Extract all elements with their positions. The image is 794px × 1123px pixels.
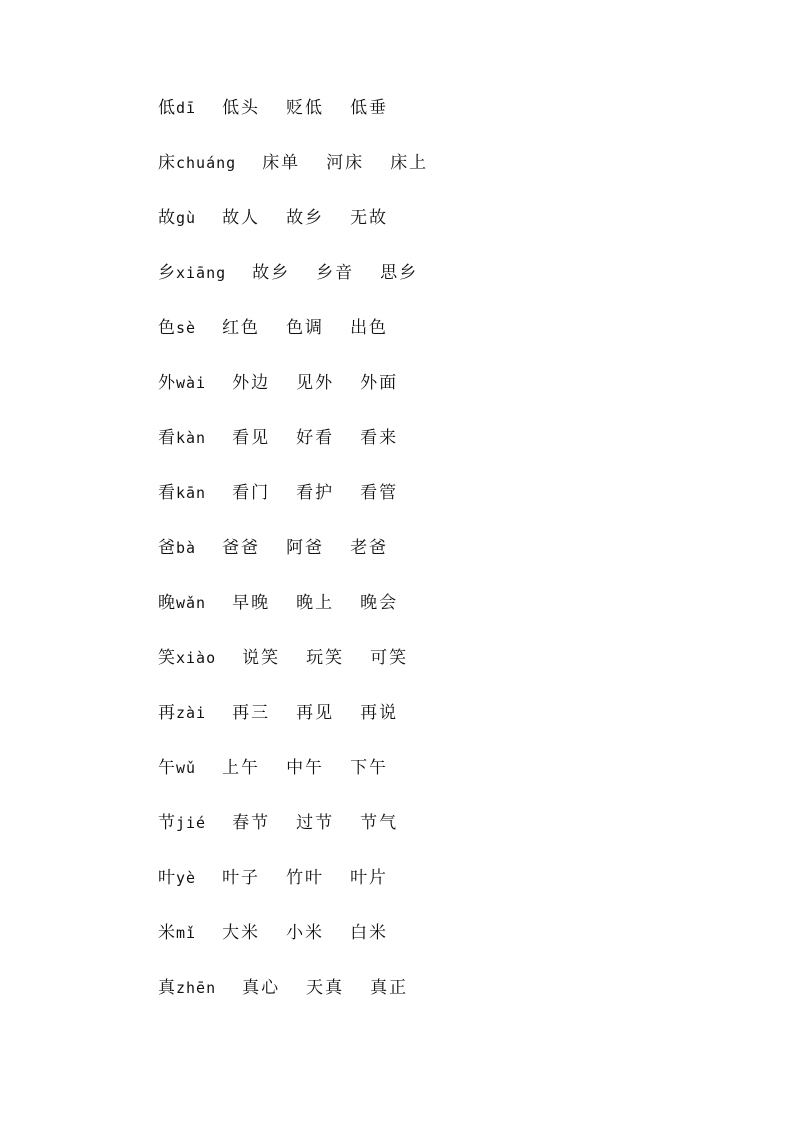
vocabulary-list xyxy=(158,93,428,1028)
entry-head xyxy=(158,588,206,618)
entry-word: 可笑 xyxy=(370,648,409,668)
entry-character: 节 xyxy=(158,813,175,833)
entry-word: 下午 xyxy=(350,758,389,778)
entry-word: 说笑 xyxy=(242,648,281,668)
entry-word: 贬低 xyxy=(286,98,325,118)
entry-word: 再见 xyxy=(296,703,335,723)
list-item xyxy=(158,918,428,973)
entry-word: 看见 xyxy=(232,428,271,448)
entry-pinyin: zhēn xyxy=(176,979,217,997)
entry-word: 外边 xyxy=(232,373,271,393)
entry-word: 床单 xyxy=(262,153,301,173)
entry-word: 晚会 xyxy=(360,593,399,613)
entry-word: 再说 xyxy=(360,703,399,723)
list-item xyxy=(158,863,428,918)
entry-word: 故乡 xyxy=(286,208,325,228)
entry-character: 低 xyxy=(158,98,175,118)
entry-character: 真 xyxy=(158,978,175,998)
entry-pinyin: sè xyxy=(176,319,197,337)
entry-pinyin: mǐ xyxy=(176,924,197,942)
entry-pinyin: gù xyxy=(176,209,197,227)
list-item xyxy=(158,588,428,643)
entry-word: 看门 xyxy=(232,483,271,503)
entry-word: 见外 xyxy=(296,373,335,393)
entry-character: 再 xyxy=(158,703,175,723)
list-item xyxy=(158,533,428,588)
entry-pinyin: bà xyxy=(176,539,197,557)
entry-pinyin: kàn xyxy=(176,429,207,447)
entry-pinyin: yè xyxy=(176,869,197,887)
entry-pinyin: wài xyxy=(176,374,207,392)
entry-head xyxy=(158,313,196,343)
entry-word: 阿爸 xyxy=(286,538,325,558)
entry-character: 外 xyxy=(158,373,175,393)
entry-word: 真心 xyxy=(242,978,281,998)
entry-word: 色调 xyxy=(286,318,325,338)
entry-character: 米 xyxy=(158,923,175,943)
entry-pinyin: jié xyxy=(176,814,207,832)
entry-word: 节气 xyxy=(360,813,399,833)
entry-word: 看管 xyxy=(360,483,399,503)
entry-character: 看 xyxy=(158,428,175,448)
list-item xyxy=(158,698,428,753)
entry-word: 外面 xyxy=(360,373,399,393)
entry-character: 晚 xyxy=(158,593,175,613)
entry-head xyxy=(158,808,206,838)
entry-head xyxy=(158,423,206,453)
entry-head xyxy=(158,368,206,398)
entry-word: 无故 xyxy=(350,208,389,228)
list-item xyxy=(158,93,428,148)
entry-word: 低头 xyxy=(222,98,261,118)
entry-pinyin: wǔ xyxy=(176,759,197,777)
list-item xyxy=(158,313,428,368)
entry-head xyxy=(158,148,236,178)
entry-word: 春节 xyxy=(232,813,271,833)
entry-word: 看来 xyxy=(360,428,399,448)
entry-head xyxy=(158,258,226,288)
entry-character: 爸 xyxy=(158,538,175,558)
entry-word: 思乡 xyxy=(380,263,419,283)
entry-word: 看护 xyxy=(296,483,335,503)
entry-head xyxy=(158,863,196,893)
entry-pinyin: chuáng xyxy=(176,154,237,172)
entry-word: 爸爸 xyxy=(222,538,261,558)
entry-word: 大米 xyxy=(222,923,261,943)
entry-character: 床 xyxy=(158,153,175,173)
entry-head xyxy=(158,203,196,233)
list-item xyxy=(158,753,428,808)
entry-head xyxy=(158,753,196,783)
list-item xyxy=(158,148,428,203)
entry-head xyxy=(158,973,216,1003)
entry-word: 故人 xyxy=(222,208,261,228)
entry-word: 竹叶 xyxy=(286,868,325,888)
entry-word: 好看 xyxy=(296,428,335,448)
list-item xyxy=(158,203,428,258)
entry-word: 乡音 xyxy=(316,263,355,283)
list-item xyxy=(158,808,428,863)
entry-word: 玩笑 xyxy=(306,648,345,668)
entry-word: 出色 xyxy=(350,318,389,338)
entry-pinyin: zài xyxy=(176,704,207,722)
list-item xyxy=(158,423,428,478)
entry-character: 乡 xyxy=(158,263,175,283)
entry-word: 过节 xyxy=(296,813,335,833)
entry-word: 早晚 xyxy=(232,593,271,613)
entry-head xyxy=(158,698,206,728)
entry-word: 红色 xyxy=(222,318,261,338)
entry-head xyxy=(158,918,196,948)
entry-word: 低垂 xyxy=(350,98,389,118)
entry-character: 叶 xyxy=(158,868,175,888)
entry-word: 河床 xyxy=(326,153,365,173)
entry-character: 故 xyxy=(158,208,175,228)
entry-pinyin: xiāng xyxy=(176,264,227,282)
list-item xyxy=(158,368,428,423)
entry-character: 色 xyxy=(158,318,175,338)
entry-head xyxy=(158,93,196,123)
entry-character: 笑 xyxy=(158,648,175,668)
list-item xyxy=(158,258,428,313)
entry-word: 床上 xyxy=(390,153,429,173)
entry-head xyxy=(158,643,216,673)
entry-word: 叶片 xyxy=(350,868,389,888)
entry-word: 中午 xyxy=(286,758,325,778)
list-item xyxy=(158,643,428,698)
entry-word: 老爸 xyxy=(350,538,389,558)
entry-word: 天真 xyxy=(306,978,345,998)
entry-head xyxy=(158,533,196,563)
entry-pinyin: dī xyxy=(176,99,197,117)
entry-word: 白米 xyxy=(350,923,389,943)
entry-pinyin: xiào xyxy=(176,649,217,667)
entry-word: 故乡 xyxy=(252,263,291,283)
entry-word: 真正 xyxy=(370,978,409,998)
entry-word: 再三 xyxy=(232,703,271,723)
entry-pinyin: wǎn xyxy=(176,594,207,612)
list-item xyxy=(158,973,428,1028)
entry-character: 看 xyxy=(158,483,175,503)
entry-word: 晚上 xyxy=(296,593,335,613)
entry-character: 午 xyxy=(158,758,175,778)
entry-pinyin: kān xyxy=(176,484,207,502)
entry-head xyxy=(158,478,206,508)
entry-word: 小米 xyxy=(286,923,325,943)
entry-word: 叶子 xyxy=(222,868,261,888)
entry-word: 上午 xyxy=(222,758,261,778)
list-item xyxy=(158,478,428,533)
